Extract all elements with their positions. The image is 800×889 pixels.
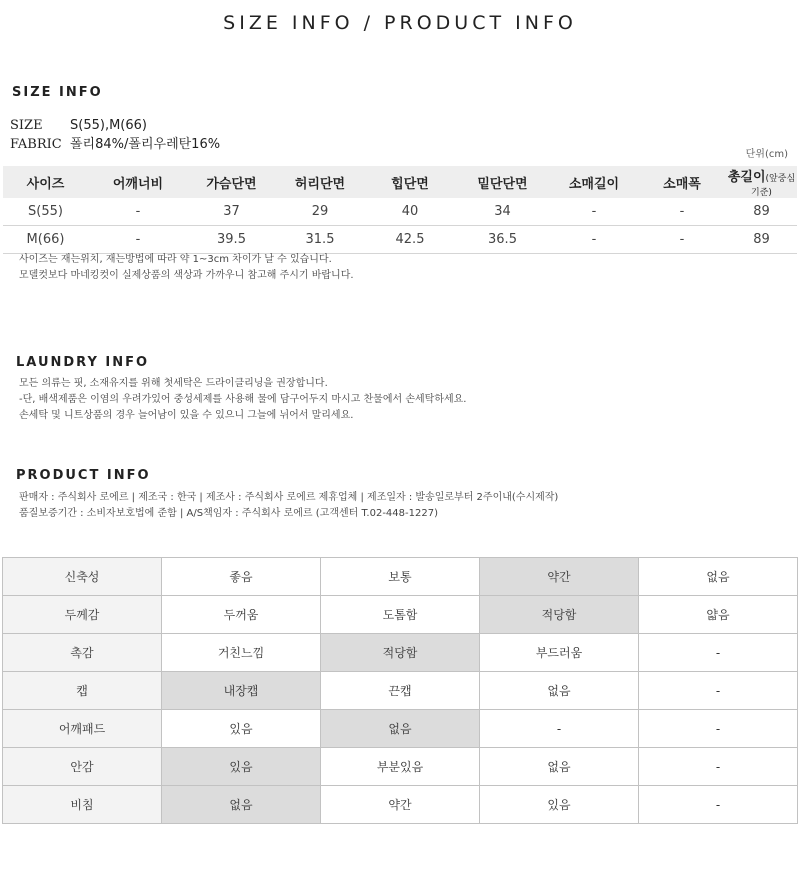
spec-cell: 있음 — [162, 710, 321, 748]
spec-row-label: 캡 — [3, 672, 162, 710]
table-cell: 39.5 — [188, 226, 275, 254]
size-notes — [19, 252, 354, 284]
size-label: SIZE — [10, 118, 43, 133]
laundry-line: 모든 의류는 핏, 소재유지를 위해 첫세탁은 드라이클리닝을 권장합니다. — [19, 378, 328, 389]
spec-cell: 두꺼움 — [162, 596, 321, 634]
spec-cell: - — [480, 710, 639, 748]
page-title: SIZE INFO / PRODUCT INFO — [223, 12, 577, 34]
col-header-hem: 밑단단면 — [455, 166, 550, 198]
spec-row — [3, 748, 798, 786]
col-header-chest: 가슴단면 — [188, 166, 275, 198]
spec-cell: 도톰함 — [321, 596, 480, 634]
table-cell: 42.5 — [365, 226, 455, 254]
spec-cell: 부분있음 — [321, 748, 480, 786]
spec-cell: 없음 — [480, 672, 639, 710]
spec-cell-selected: 약간 — [480, 558, 639, 596]
spec-row — [3, 710, 798, 748]
laundry-line: -단, 배색제품은 이염의 우려가있어 중성세제를 사용해 물에 담구어두지 마시고 찬물에서 손세탁하세요. — [19, 394, 467, 405]
table-row — [3, 226, 797, 254]
spec-cell: 있음 — [480, 786, 639, 824]
laundry-info-heading: LAUNDRY INFO — [16, 355, 150, 370]
unit-label: 단위(cm) — [745, 149, 788, 160]
table-cell: 89 — [726, 198, 797, 226]
spec-cell: 끈캡 — [321, 672, 480, 710]
spec-row-label: 촉감 — [3, 634, 162, 672]
col-header-total-length — [726, 166, 797, 198]
spec-row — [3, 786, 798, 824]
table-cell: - — [550, 226, 638, 254]
spec-cell-selected: 적당함 — [480, 596, 639, 634]
spec-row-label: 두께감 — [3, 596, 162, 634]
table-row — [3, 198, 797, 226]
table-cell: - — [638, 198, 726, 226]
product-line: 품질보증기간 : 소비자보호법에 준함 | A/S책임자 : 주식회사 로에르 (고객센터 T.02-448-1227) — [19, 508, 438, 519]
spec-cell-selected: 적당함 — [321, 634, 480, 672]
table-cell: S(55) — [3, 198, 88, 226]
spec-cell: 없음 — [639, 558, 798, 596]
table-cell: 34 — [455, 198, 550, 226]
spec-cell-selected: 있음 — [162, 748, 321, 786]
table-cell: 89 — [726, 226, 797, 254]
spec-row — [3, 634, 798, 672]
size-line — [10, 118, 147, 133]
spec-cell-selected: 없음 — [162, 786, 321, 824]
spec-cell: - — [639, 710, 798, 748]
spec-row-label: 안감 — [3, 748, 162, 786]
spec-cell: 보통 — [321, 558, 480, 596]
table-cell: 40 — [365, 198, 455, 226]
col-header-sleeve-length: 소매길이 — [550, 166, 638, 198]
spec-cell: 얇음 — [639, 596, 798, 634]
table-cell: - — [88, 198, 188, 226]
spec-row — [3, 558, 798, 596]
spec-row — [3, 672, 798, 710]
col-header-hip: 힙단면 — [365, 166, 455, 198]
product-line: 판매자 : 주식회사 로에르 | 제조국 : 한국 | 제조사 : 주식회사 로에르 제휴업체 | 제조일자 : 발송일로부터 2주이내(수시제작) — [19, 492, 559, 503]
spec-cell: 약간 — [321, 786, 480, 824]
col-header-shoulder: 어깨너비 — [88, 166, 188, 198]
spec-cell: 없음 — [480, 748, 639, 786]
table-cell: 36.5 — [455, 226, 550, 254]
spec-cell: 좋음 — [162, 558, 321, 596]
table-cell: 37 — [188, 198, 275, 226]
col-header-waist: 허리단면 — [275, 166, 365, 198]
size-value: S(55),M(66) — [70, 118, 147, 133]
size-table-header — [3, 166, 797, 198]
size-info-heading: SIZE INFO — [12, 85, 103, 100]
spec-cell: 거친느낌 — [162, 634, 321, 672]
spec-cell: - — [639, 786, 798, 824]
spec-table — [2, 557, 798, 824]
spec-cell-selected: 없음 — [321, 710, 480, 748]
laundry-notes — [19, 376, 466, 424]
spec-cell: - — [639, 748, 798, 786]
spec-row — [3, 596, 798, 634]
total-length-label: 총길이 — [727, 170, 766, 185]
size-table — [3, 166, 797, 254]
size-note-line: 모델컷보다 마네킹컷이 실제상품의 색상과 가까우니 참고해 주시기 바랍니다. — [19, 270, 354, 281]
fabric-value: 폴리84%/폴리우레탄16% — [70, 137, 221, 152]
col-header-sleeve-width: 소매폭 — [638, 166, 726, 198]
table-cell: 31.5 — [275, 226, 365, 254]
spec-row-label: 신축성 — [3, 558, 162, 596]
laundry-line: 손세탁 및 니트상품의 경우 늘어남이 있을 수 있으니 그늘에 뉘어서 말리세요. — [19, 410, 354, 421]
spec-cell: - — [639, 634, 798, 672]
total-length-note: (앞중심기준) — [751, 174, 796, 198]
table-cell: - — [638, 226, 726, 254]
product-info-heading: PRODUCT INFO — [16, 468, 151, 483]
product-notes — [19, 490, 558, 522]
spec-cell: - — [639, 672, 798, 710]
spec-row-label: 비침 — [3, 786, 162, 824]
table-cell: M(66) — [3, 226, 88, 254]
fabric-label: FABRIC — [10, 137, 62, 152]
table-cell: - — [88, 226, 188, 254]
size-note-line: 사이즈는 재는위치, 재는방법에 따라 약 1~3cm 차이가 날 수 있습니다. — [19, 254, 332, 265]
table-cell: - — [550, 198, 638, 226]
spec-row-label: 어깨패드 — [3, 710, 162, 748]
spec-cell-selected: 내장캡 — [162, 672, 321, 710]
col-header-size: 사이즈 — [3, 166, 88, 198]
fabric-line — [10, 133, 220, 152]
table-cell: 29 — [275, 198, 365, 226]
spec-cell: 부드러움 — [480, 634, 639, 672]
